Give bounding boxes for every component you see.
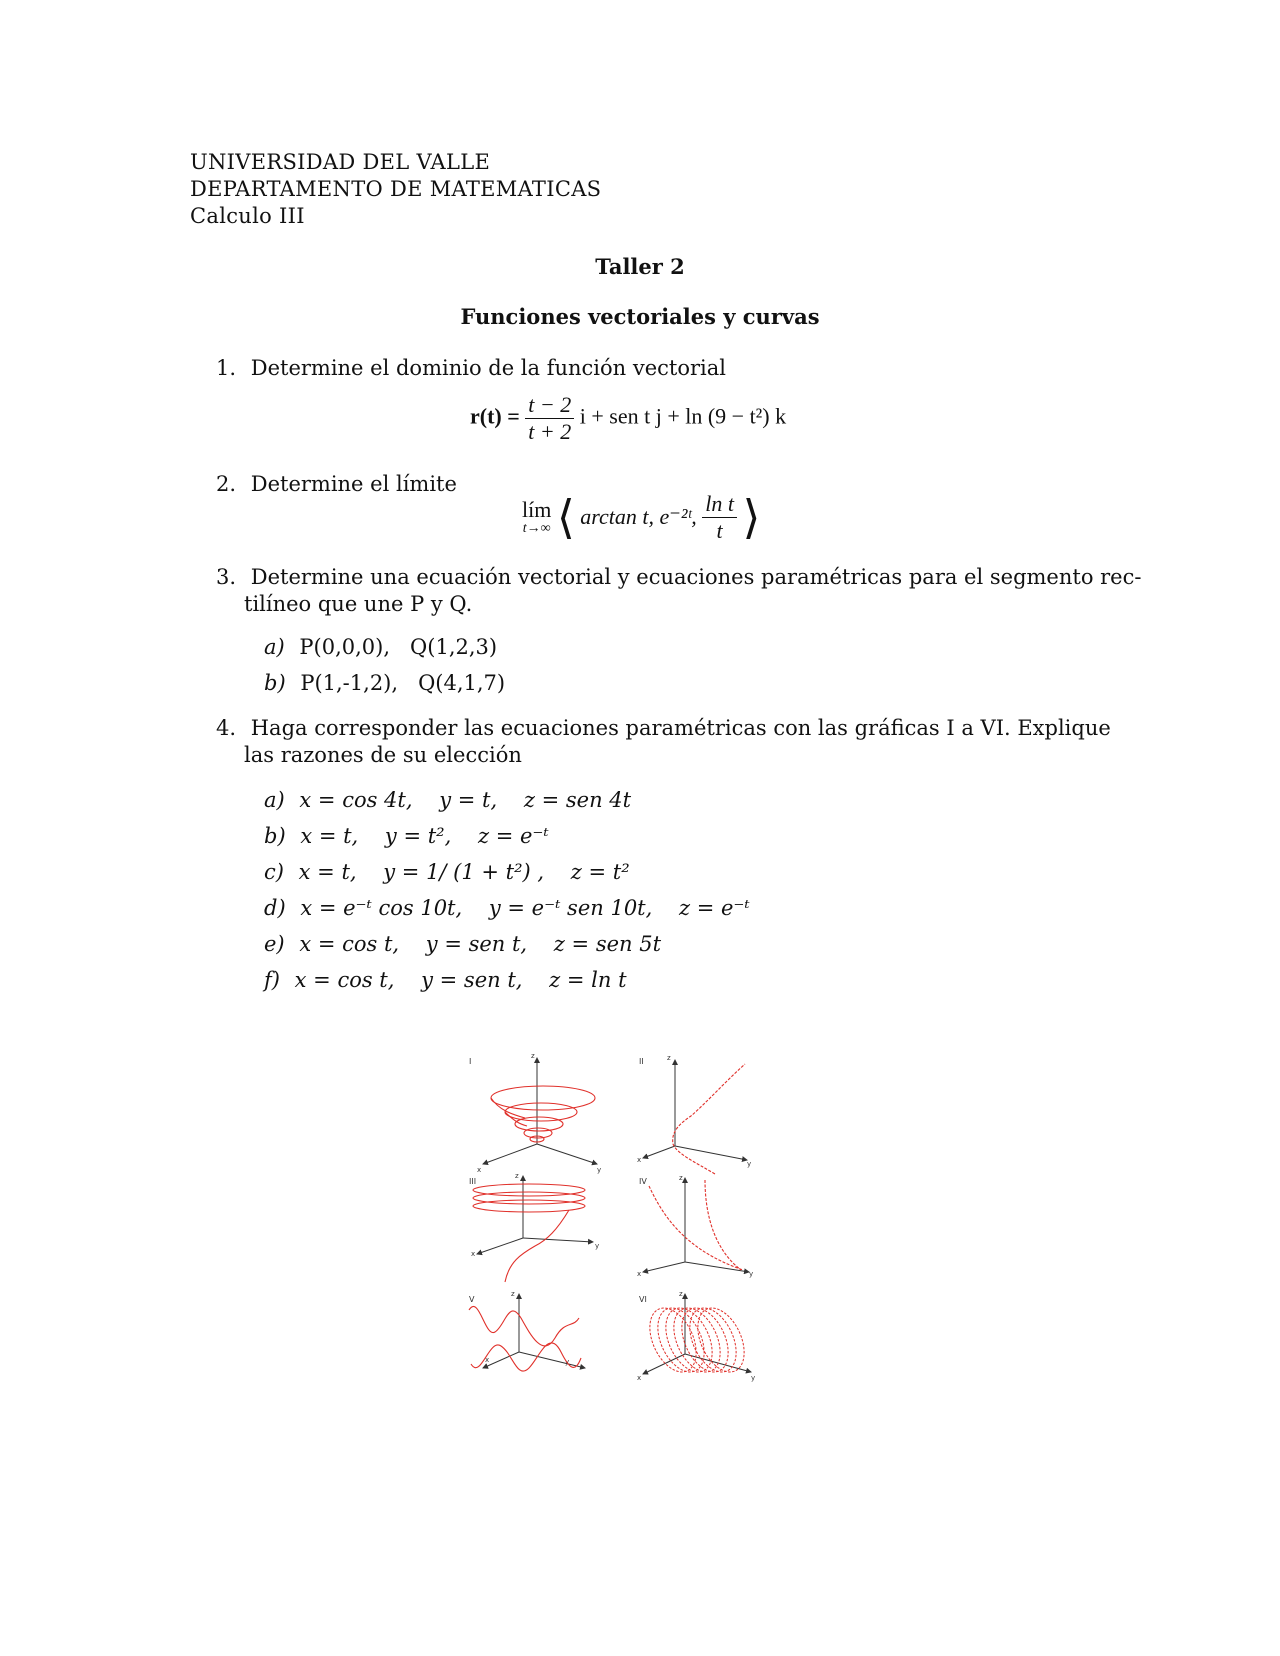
graph-label: V (469, 1295, 475, 1304)
z-axis-label: z (679, 1174, 683, 1182)
x-axis-label: x (471, 1250, 476, 1258)
graph-VI (637, 1290, 755, 1382)
formula-rest: i + sen t j + ln (9 − t²) k (579, 403, 787, 429)
item-label: a) (264, 788, 285, 812)
problem-4-item-e (264, 930, 661, 958)
y-axis-label: y (749, 1270, 754, 1278)
x-axis (643, 1354, 685, 1374)
y-axis (523, 1238, 593, 1242)
problem-number: 2. (216, 472, 237, 496)
item-text: x = t, y = 1/ (1 + t²) , z = t² (298, 860, 630, 884)
item-text: x = cos t, y = sen t, z = sen 5t (299, 932, 662, 956)
problem-text-line1: Determine una ecuación vectorial y ecuaciones paramétricas para el segmento rec- (250, 565, 1142, 589)
y-axis (675, 1146, 747, 1160)
page-subtitle: Funciones vectoriales y curvas (460, 304, 820, 329)
limit-fraction (702, 491, 737, 544)
problem-number: 3. (216, 565, 237, 589)
y-axis-label: y (565, 1358, 570, 1366)
angle-open: ⟨ (556, 492, 575, 543)
problem-3 (216, 563, 1141, 591)
problem-4-item-a (264, 786, 631, 814)
curve-I (491, 1086, 595, 1142)
curve-III (473, 1184, 585, 1282)
x-axis-label: x (485, 1356, 490, 1364)
item-label: b) (264, 671, 286, 695)
problem-4-item-c (264, 858, 630, 886)
problem-text: Determine el límite (250, 472, 457, 496)
item-text: x = cos 4t, y = t, z = sen 4t (299, 788, 632, 812)
limit-operator (522, 498, 551, 536)
z-axis-label: z (667, 1054, 671, 1062)
graph-label: IV (639, 1177, 647, 1186)
item-text: x = t, y = t², z = e⁻ᵗ (300, 824, 549, 848)
problem-4-line2: las razones de su elección (244, 743, 522, 767)
problem-1 (216, 354, 726, 382)
item-text: P(1,-1,2), Q(4,1,7) (300, 671, 506, 695)
z-axis-label: z (679, 1290, 683, 1298)
fraction-denominator: t + 2 (528, 419, 572, 444)
fraction-numerator: ln t (702, 491, 737, 518)
item-label: e) (264, 932, 285, 956)
item-label: b) (264, 824, 286, 848)
z-axis-label: z (531, 1052, 535, 1060)
graph-III (469, 1172, 599, 1282)
problem-3-line2: tilíneo que une P y Q. (244, 592, 473, 616)
curve-IV (649, 1180, 743, 1270)
item-text: P(0,0,0), Q(1,2,3) (299, 635, 498, 659)
problem-text-line1: Haga corresponder las ecuaciones paramétricas con las gráficas I a VI. Explique (250, 716, 1111, 740)
x-axis-label: x (637, 1156, 642, 1164)
graph-II (637, 1054, 751, 1174)
item-text: x = cos t, y = sen t, z = ln t (294, 968, 627, 992)
formula-1 (470, 392, 786, 445)
y-axis-label: y (595, 1242, 600, 1250)
z-axis-label: z (511, 1290, 515, 1298)
formula-fraction (525, 392, 574, 445)
department-name: DEPARTAMENTO DE MATEMATICAS (190, 177, 602, 201)
y-axis (537, 1144, 597, 1164)
x-axis-label: x (637, 1270, 642, 1278)
problem-4-item-d (264, 894, 750, 922)
problem-4-item-b (264, 822, 549, 850)
z-axis-label: z (515, 1172, 519, 1180)
y-axis-label: y (751, 1374, 756, 1382)
x-axis-label: x (637, 1374, 642, 1382)
problem-number: 1. (216, 356, 237, 380)
fraction-numerator: t − 2 (525, 392, 574, 419)
x-axis (483, 1144, 537, 1164)
course-name: Calculo III (190, 204, 305, 228)
problem-text: Determine el dominio de la función vectorial (250, 356, 726, 380)
formula-2 (522, 490, 760, 550)
y-axis (685, 1262, 749, 1272)
item-label: a) (264, 635, 285, 659)
graph-label: I (469, 1057, 472, 1066)
y-axis (519, 1352, 585, 1368)
graph-V (469, 1290, 585, 1371)
problem-4 (216, 714, 1111, 742)
limit-args: arctan t, e⁻²ᵗ, (580, 504, 697, 529)
y-axis-label: y (747, 1160, 752, 1168)
limit-text: lím (522, 497, 552, 522)
graphs-figure (465, 1050, 805, 1405)
angle-close: ⟩ (742, 492, 761, 543)
y-axis-label: y (597, 1166, 602, 1174)
problem-2 (216, 470, 457, 498)
item-label: c) (264, 860, 284, 884)
x-axis (477, 1238, 523, 1254)
graph-label: III (469, 1177, 477, 1186)
problem-4-item-f (264, 966, 627, 994)
problem-3-item-b (264, 669, 505, 697)
item-label: f) (264, 968, 280, 992)
x-axis-label: x (477, 1166, 482, 1174)
graph-label: II (639, 1057, 644, 1066)
formula-lhs: r(t) = (470, 403, 520, 429)
graph-label: VI (639, 1295, 647, 1304)
graph-IV (637, 1174, 753, 1278)
x-axis (643, 1146, 675, 1158)
fraction-denominator: t (716, 517, 723, 543)
university-name: UNIVERSIDAD DEL VALLE (190, 150, 491, 174)
graph-I (469, 1052, 601, 1174)
page-title: Taller 2 (595, 254, 685, 279)
problem-3-item-a (264, 633, 497, 661)
limit-subscript: t→∞ (522, 521, 551, 536)
problem-number: 4. (216, 716, 237, 740)
item-label: d) (264, 896, 286, 920)
x-axis (643, 1262, 685, 1272)
item-text: x = e⁻ᵗ cos 10t, y = e⁻ᵗ sen 10t, z = e⁻ᵗ (300, 896, 750, 920)
